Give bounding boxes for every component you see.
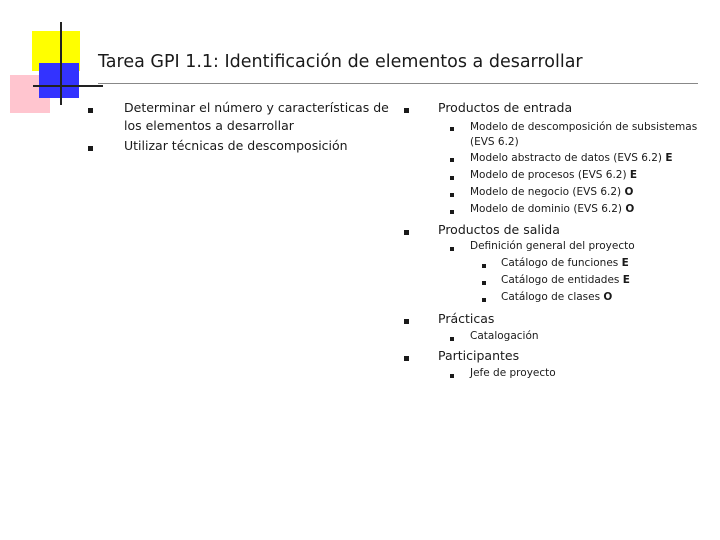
title-underline [98,83,698,84]
bullet [450,193,454,197]
salida-subitem-2: Catálogo de entidades E [501,274,630,286]
salida-item: Definición general del proyecto [470,240,635,252]
left-item-1-line2: los elementos a desarrollar [124,118,294,133]
bullet [88,146,93,151]
practicas-heading: Prácticas [438,311,495,326]
bullet [482,264,486,268]
salida-heading: Productos de salida [438,222,560,237]
bullet [404,230,409,235]
bullet [450,158,454,162]
entrada-item-4: Modelo de negocio (EVS 6.2) O [470,186,634,198]
participantes-item: Jefe de proyecto [470,367,556,379]
entrada-item-3: Modelo de procesos (EVS 6.2) E [470,169,638,181]
decor-horizontal-line [33,85,103,87]
entrada-item-5: Modelo de dominio (EVS 6.2) O [470,203,635,215]
bullet [404,356,409,361]
bullet [88,108,93,113]
bullet [404,108,409,113]
left-item-2: Utilizar técnicas de descomposición [124,138,348,153]
entrada-item-1-line1: Modelo de descomposición de subsistemas [470,121,698,133]
bullet [450,374,454,378]
left-item-1-line1: Determinar el número y características de [124,100,389,115]
entrada-heading: Productos de entrada [438,100,573,115]
bullet [450,337,454,341]
bullet [450,176,454,180]
salida-subitem-3: Catálogo de clases O [501,291,613,303]
entrada-item-1-line2: (EVS 6.2) [470,136,519,148]
bullet [450,247,454,251]
participantes-heading: Participantes [438,348,520,363]
bullet [482,298,486,302]
bullet [404,319,409,324]
practicas-item: Catalogación [470,330,539,342]
bullet [450,210,454,214]
bullet [482,281,486,285]
entrada-item-2: Modelo abstracto de datos (EVS 6.2) E [470,152,673,164]
slide-title: Tarea GPI 1.1: Identificación de elementos a desarrollar [98,52,583,72]
bullet [450,127,454,131]
decor-vertical-line [60,22,62,105]
decor-blue-square [39,63,79,98]
salida-subitem-1: Catálogo de funciones E [501,257,629,269]
